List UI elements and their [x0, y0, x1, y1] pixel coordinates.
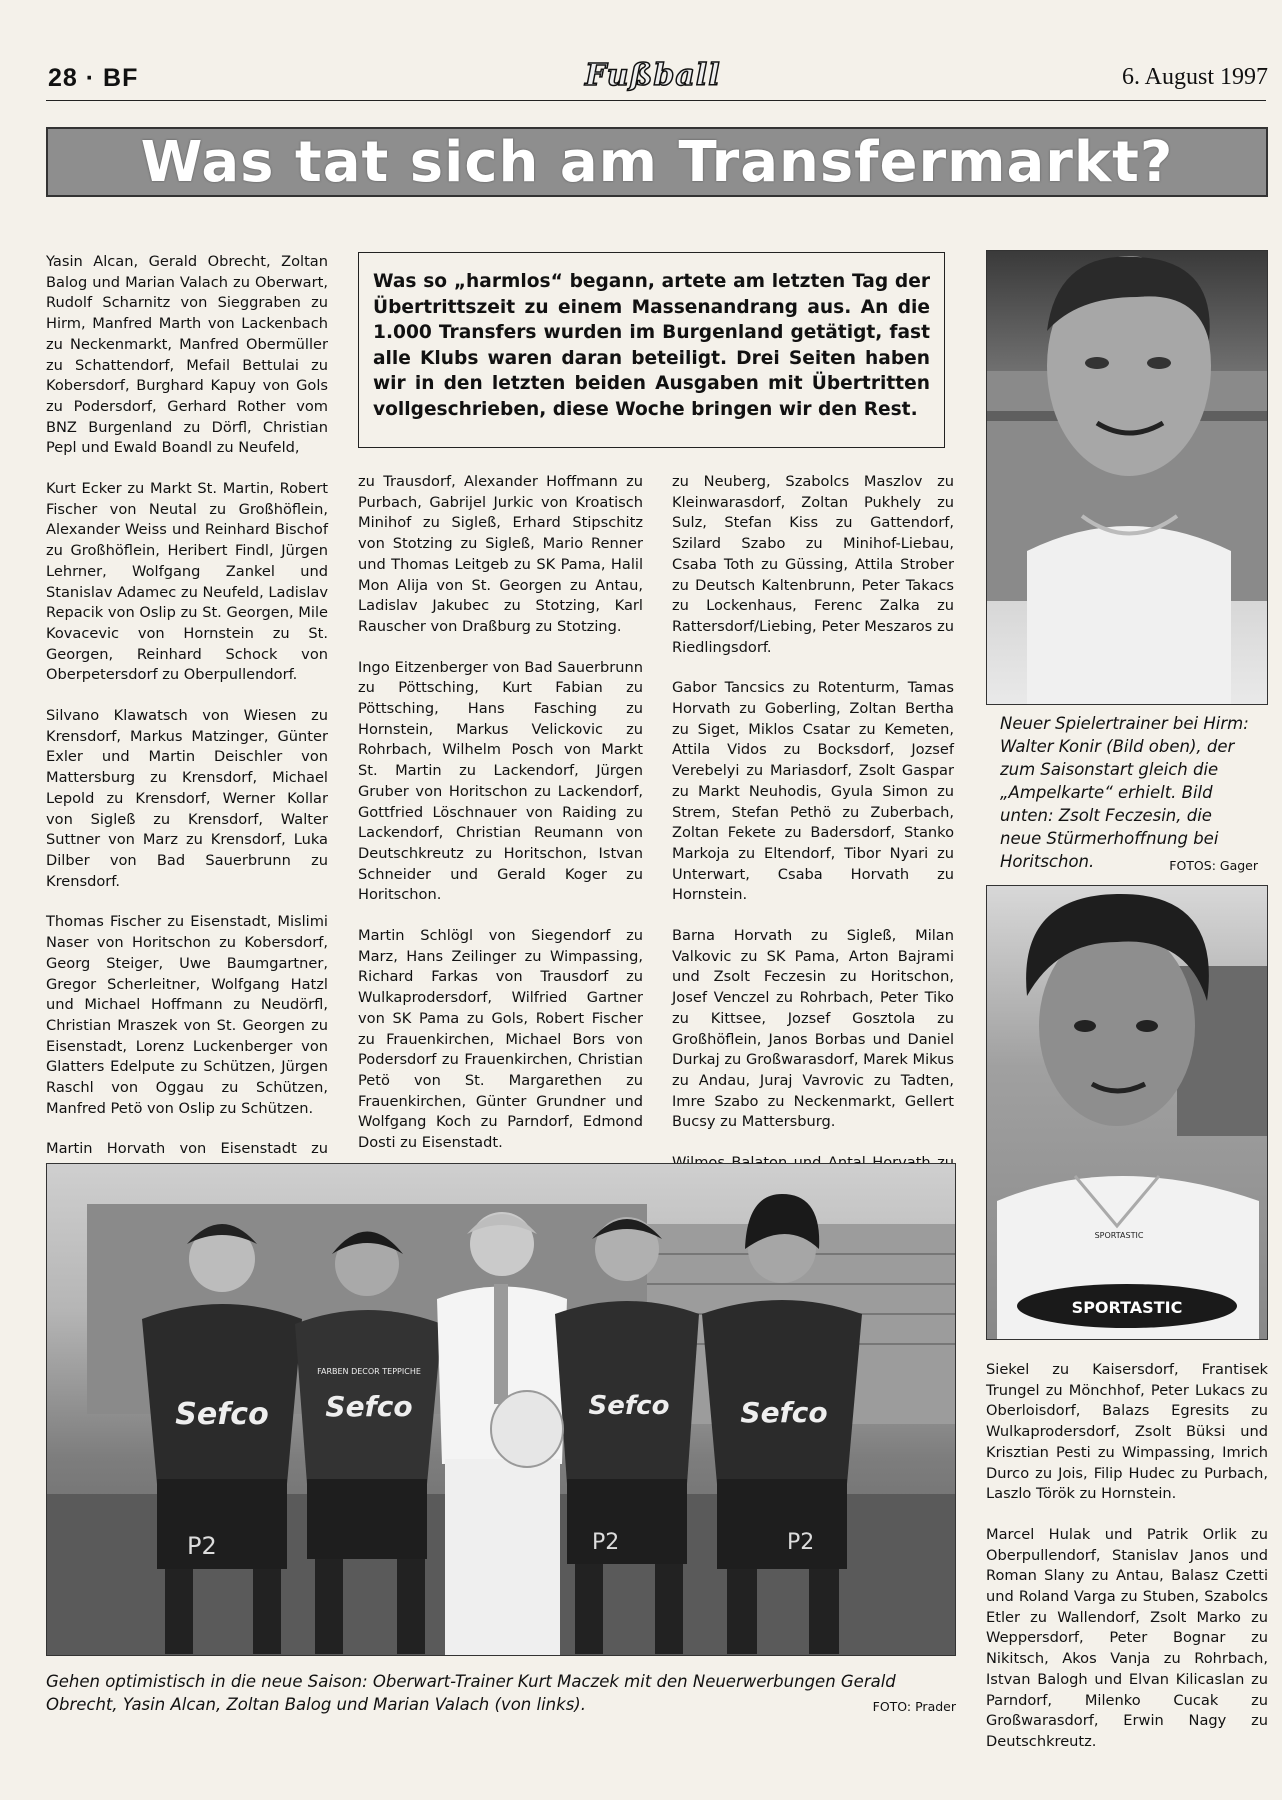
article-column-2 [358, 472, 643, 1256]
team-illustration [47, 1164, 956, 1656]
shorts-number-text: P2 [592, 1530, 620, 1555]
paragraph: zu Neuberg, Szabolcs Maszlov zu Kleinwarasdorf, Zoltan Pukhely zu Sulz, Stefan Kiss zu Gattendorf, Szilard Szabo zu Minihof-Liebau, Csaba Toth zu Güssing, Attila Strober zu Deutsch Kaltenbrunn, Peter Takacs zu Lockenhaus, Ferenc Zalka zu Rattersdorf/Liebing, Peter Meszaros zu Riedlingsdorf. [672, 473, 954, 656]
headline: Was tat sich am Transfermarkt? [140, 129, 1174, 195]
sponsor-text: Sefco [175, 1397, 269, 1432]
photo-credit: FOTO: Prader [872, 1699, 956, 1714]
shorts-number-text: P2 [787, 1530, 815, 1555]
shirt-logo-text: SPORTASTIC [1094, 1231, 1144, 1240]
paragraph: Barna Horvath zu Sigleß, Milan Valkovic zu SK Pama, Arton Bajrami und Zsolt Feczesin zu Horitschon, Josef Venczel zu Rohrbach, Peter Tiko zu Kittsee, Jozsef Gosztola zu Großhöflein, Janos Borbas und Daniel Durkaj zu Großwarasdorf, Marek Mikus zu Andau, Juraj Vavrovic zu Tadten, Imre Szabo zu Neckenmarkt, Gellert Bucsy zu Mattersburg. [672, 927, 954, 1131]
sponsor-text: Sefco [325, 1390, 413, 1423]
paragraph: Thomas Fischer zu Eisenstadt, Mislimi Naser von Horitschon zu Kobersdorf, Georg Steiger, Uwe Baumgartner, Gregor Scherleitner, Wolfgang Hatzl und Michael Hoffmann zu Neudörfl, Christian Mraszek von St. Georgen zu Eisenstadt, Lorenz Luckenberger von Glatters Edelpute zu Schützen, Jürgen Raschl von Oggau zu Schützen, Manfred Petö von Oslip zu Schützen. [46, 913, 328, 1117]
portrait-photo-top [986, 250, 1268, 705]
right-caption [1000, 712, 1258, 877]
paragraph: zu Trausdorf, Alexander Hoffmann zu Purbach, Gabrijel Jurkic von Kroatisch Minihof zu Sigleß, Erhard Stipschitz von Stotzing zu Sigleß, Mario Renner und Thomas Leitgeb zu SK Pama, Halil Mon Alija von St. Georgen zu Antau, Ladislav Jakubec zu Stotzing, Karl Rauscher von Draßburg zu Stotzing. [358, 473, 643, 635]
lead-box: Was so „harmlos“ begann, artete am letzten Tag der Übertrittszeit zu einem Massenandrang aus. An die 1.000 Transfers wurden im Burgenland getätigt, fast alle Klubs waren daran beteiligt. Drei Seiten haben wir in den letzten beiden Ausgaben mit Übertritten vollgeschrieben, diese Woche bringen wir den Rest. [358, 252, 945, 448]
football [491, 1391, 563, 1467]
header-rule [46, 100, 1266, 101]
caption-text: Neuer Spielertrainer bei Hirm: Walter Konir (Bild oben), der zum Saisonstart gleich die „Ampelkarte“ erhielt. Bild unten: Zsolt Feczesin, die neue Stürmerhoffnung bei Horitschon. [1000, 714, 1249, 871]
paragraph: Martin Schlögl von Siegendorf zu Marz, Hans Zeilinger zu Wimpassing, Richard Farkas von Trausdorf zu Wulkaprodersdorf, Wilfried Gartner von SK Pama zu Gols, Robert Fischer zu Frauenkirchen, Michael Bors von Podersdorf zu Frauenkirchen, Christian Petö von St. Margarethen zu Frauenkirchen, Günter Grundner und Wolfgang Koch zu Parndorf, Edmond Dosti zu Eisenstadt. [358, 927, 643, 1152]
caption-text: Gehen optimistisch in die neue Saison: Oberwart-Trainer Kurt Maczek mit den Neuerwerbungen Gerald Obrecht, Yasin Alcan, Zoltan Balog und Marian Valach (von links). [46, 1672, 896, 1714]
section-title: Fußball [585, 58, 721, 93]
article-column-4 [986, 1360, 1268, 1773]
bottom-caption [46, 1670, 956, 1718]
sponsor-text: Sefco [740, 1396, 828, 1429]
paragraph: Gabor Tancsics zu Rotenturm, Tamas Horvath zu Goberling, Zoltan Bertha zu Siget, Miklos Csatar zu Kemeten, Attila Vidos zu Bocksdorf, Jozsef Verebelyi zu Mariasdorf, Zsolt Gaspar zu Markt Neuhodis, Gyula Simon zu Strem, Stefan Pethö zu Zuberbach, Zoltan Fekete zu Badersdorf, Stanko Markoja zu Eltendorf, Tibor Nyari zu Unterwart, Csaba Horvath zu Hornstein. [672, 679, 954, 904]
paragraph: Yasin Alcan, Gerald Obrecht, Zoltan Balog und Marian Valach zu Oberwart, Rudolf Scharnitz von Sieggraben zu Hirm, Manfred Marth von Lackenbach zu Neckenmarkt, Manfred Obermüller zu Schattendorf, Mefail Bettulai zu Kobersdorf, Burghard Kapuy von Gols zu Podersdorf, Gerhard Rother vom BNZ Burgenland zu Dörfl, Christian Pepl und Ewald Boandl zu Neufeld, [46, 253, 328, 457]
issue-date: 6. August 1997 [1121, 64, 1268, 90]
headline-banner [46, 127, 1268, 197]
sponsor-text: Sefco [588, 1391, 670, 1421]
portrait-illustration [987, 886, 1268, 1340]
paragraph: Marcel Hulak und Patrik Orlik zu Oberpullendorf, Stanislav Janos und Roman Slany zu Antau, Balasz Czetti und Roland Varga zu Stuben, Szabolcs Etler zu Wallendorf, Zsolt Marko zu Weppersdorf, Peter Bognar zu Nikitsch, Akos Vanja zu Rohrbach, Istvan Balogh und Elvan Kilicaslan zu Parndorf, Milenko Cucak zu Großwarasdorf, Erwin Nagy zu Deutschkreutz. [986, 1525, 1268, 1750]
photo-credit: FOTOS: Gager [1169, 858, 1258, 873]
paragraph: Silvano Klawatsch von Wiesen zu Krensdorf, Markus Matzinger, Günter Exler und Martin Deischler von Mattersburg zu Krensdorf, Michael Lepold zu Krensdorf, Werner Kollar von Sigleß zu Krensdorf, Walter Suttner von Marz zu Krensdorf, Luka Dilber von Bad Sauerbrunn zu Krensdorf. [46, 707, 328, 890]
shirt-small-text: FARBEN DECOR TEPPICHE [317, 1367, 421, 1376]
paragraph: Siekel zu Kaisersdorf, Frantisek Trungel zu Mönchhof, Peter Lukacs zu Oberloisdorf, Balazs Egresits zu Wulkaprodersdorf, Zsolt Büksi und Krisztian Pesti zu Wimpassing, Imrich Durco zu Jois, Filip Hudec zu Purbach, Laszlo Török zu Hornstein. [986, 1361, 1268, 1503]
shorts-number-text: P2 [187, 1532, 217, 1560]
portrait-illustration [987, 251, 1268, 705]
paragraph: Kurt Ecker zu Markt St. Martin, Robert Fischer von Neutal zu Großhöflein, Alexander Weiss und Reinhard Bischof zu Großhöflein, Heribert Findl, Jürgen Lehrner, Wolfgang Zankel und Stanislav Adamec zu Neufeld, Ladislav Repacik von Oslip zu St. Georgen, Mile Kovacevic von Hornstein zu St. Georgen, Reinhard Schock von Oberpetersdorf zu Oberpullendorf. [46, 480, 328, 684]
paragraph: Martin Horvath von Eisenstadt zu [46, 1140, 328, 1158]
paragraph: Ingo Eitzenberger von Bad Sauerbrunn zu Pöttsching, Kurt Fabian zu Pöttsching, Hans Fasching zu Hornstein, Markus Velickovic zu Rohrbach, Wilhelm Posch von Markt St. Martin zu Lackendorf, Jürgen Gruber von Horitschon zu Lackendorf, Gottfried Löschnauer von Raiding zu Lackendorf, Christian Reumann von Deutschkreutz zu Horitschon, Istvan Schneider und Gerald Koger zu Horitschon. [358, 658, 643, 904]
portrait-photo-bottom [986, 885, 1268, 1340]
article-column-1 [46, 252, 328, 1242]
shirt-brand-text: SPORTASTIC [1071, 1298, 1183, 1317]
team-photo [46, 1163, 956, 1656]
article-column-3 [672, 472, 954, 1256]
page-number: 28 · BF [48, 64, 139, 92]
